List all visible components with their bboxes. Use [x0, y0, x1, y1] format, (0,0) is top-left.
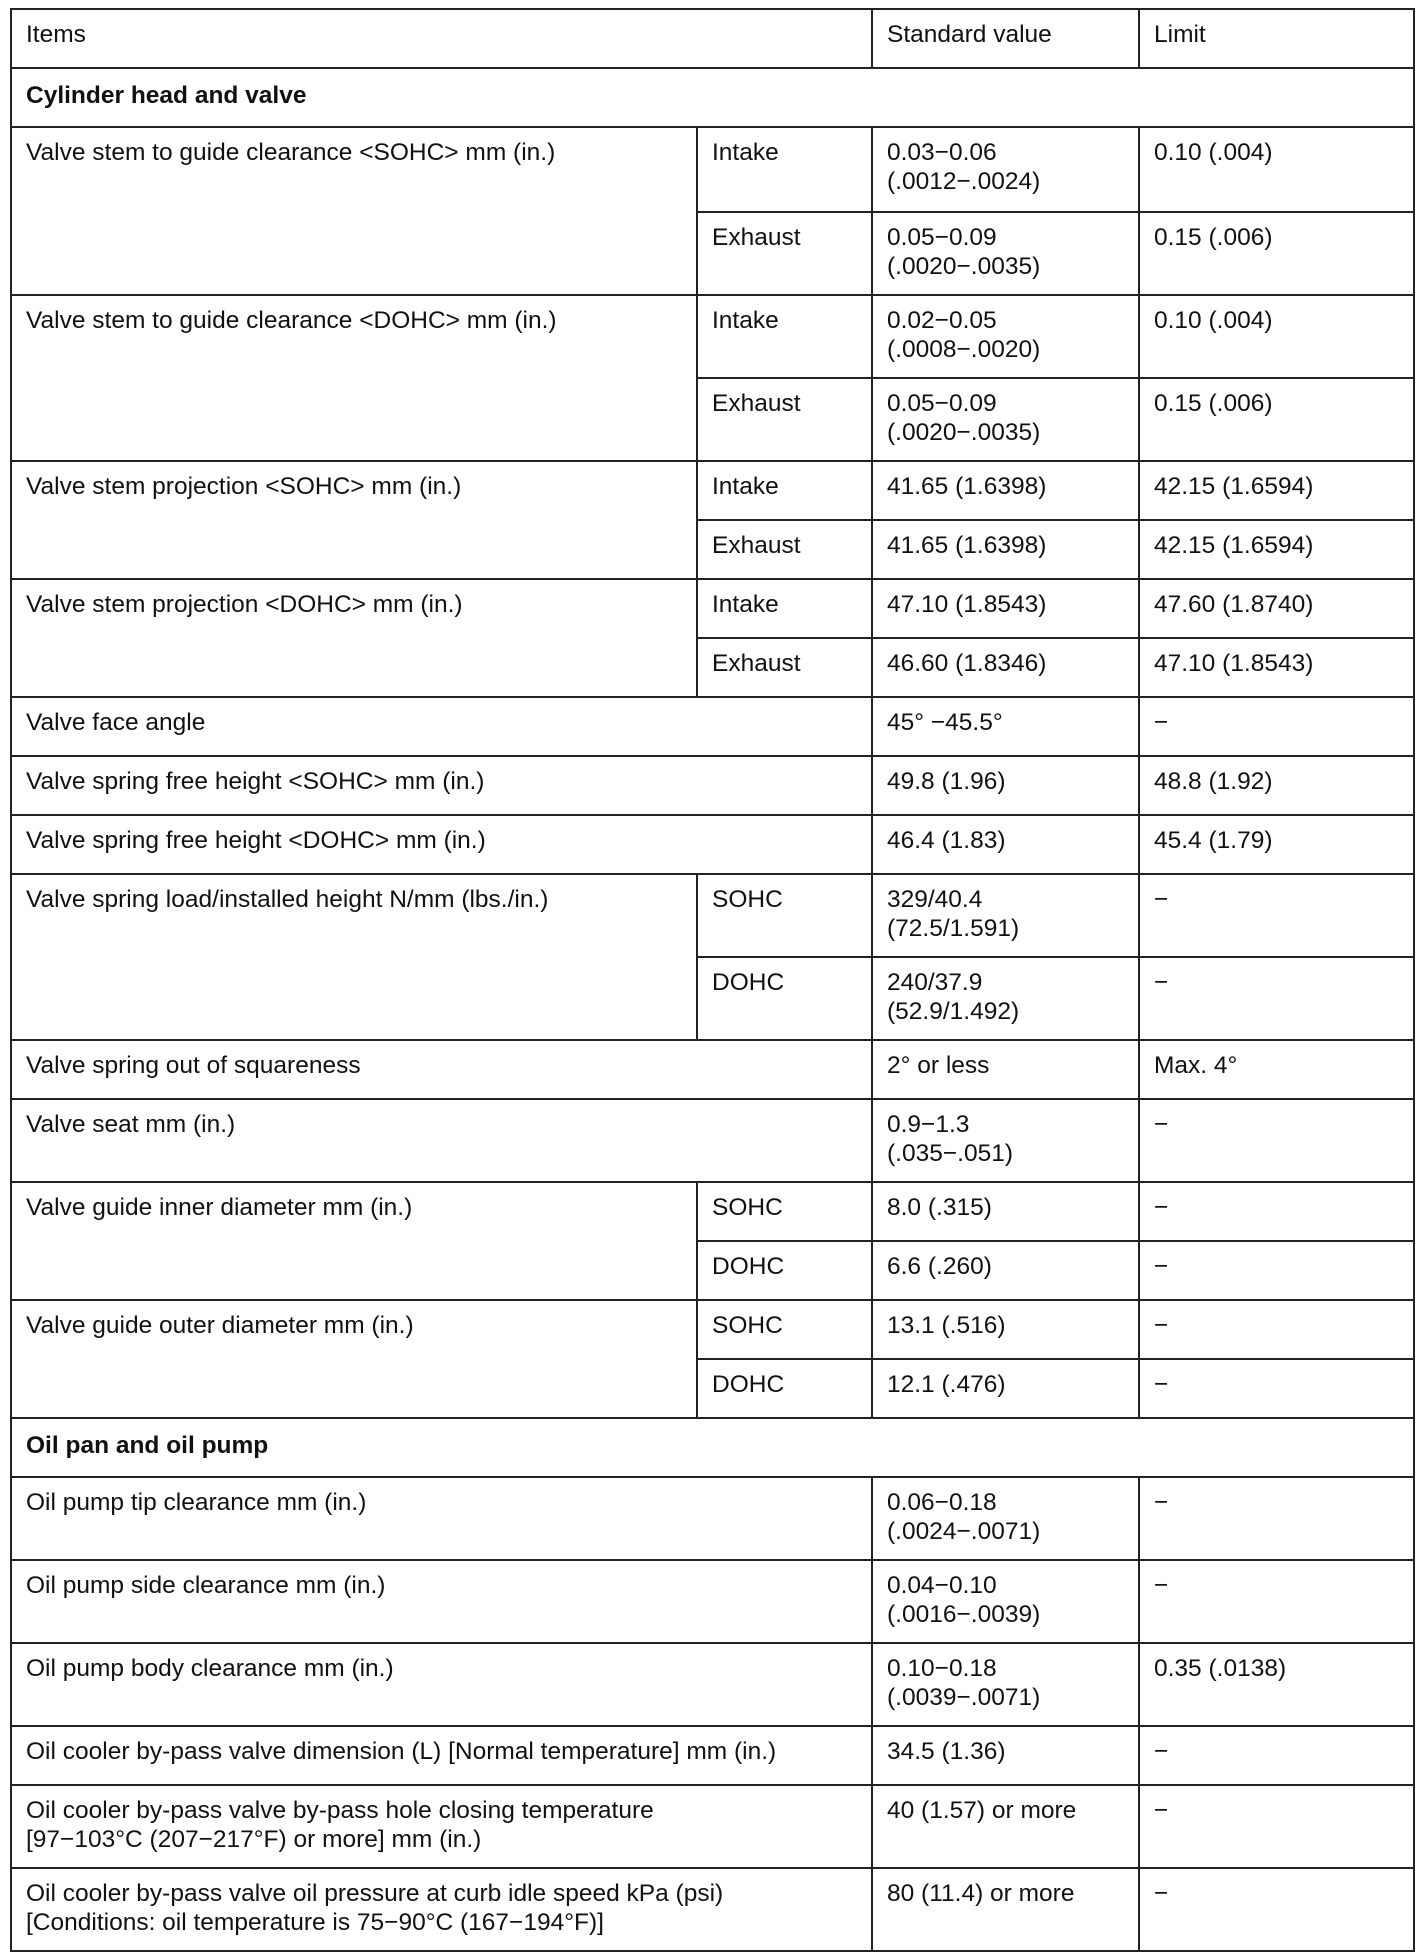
item-label: Oil pump side clearance mm (in.) — [11, 1560, 872, 1643]
limit-value: 0.15 (.006) — [1139, 212, 1414, 295]
standard-value: 0.10−0.18 (.0039−.0071) — [872, 1643, 1139, 1726]
sub-item: DOHC — [697, 1241, 872, 1300]
sub-item: Exhaust — [697, 638, 872, 697]
sub-item: SOHC — [697, 1182, 872, 1241]
standard-value: 329/40.4 (72.5/1.591) — [872, 874, 1139, 957]
sub-item: Exhaust — [697, 378, 872, 461]
sub-item: DOHC — [697, 1359, 872, 1418]
limit-value: 45.4 (1.79) — [1139, 815, 1414, 874]
limit-value: − — [1139, 1477, 1414, 1560]
standard-value: 40 (1.57) or more — [872, 1785, 1139, 1868]
item-label: Valve seat mm (in.) — [11, 1099, 872, 1182]
standard-value: 12.1 (.476) — [872, 1359, 1139, 1418]
table-row — [11, 295, 1414, 378]
limit-value: − — [1139, 1359, 1414, 1418]
standard-value: 2° or less — [872, 1040, 1139, 1099]
table-row — [11, 874, 1414, 957]
item-label: Valve face angle — [11, 697, 872, 756]
limit-value: − — [1139, 1300, 1414, 1359]
standard-value: 49.8 (1.96) — [872, 756, 1139, 815]
item-label: Valve spring free height <DOHC> mm (in.) — [11, 815, 872, 874]
header-limit: Limit — [1139, 9, 1414, 68]
item-label: Oil cooler by-pass valve by-pass hole closing temperature [97−103°C (207−217°F) or more] mm (in.) — [11, 1785, 872, 1868]
table-row — [11, 1040, 1414, 1099]
sub-item: Exhaust — [697, 520, 872, 579]
item-label: Valve guide outer diameter mm (in.) — [11, 1300, 697, 1418]
table-row — [11, 697, 1414, 756]
standard-value: 34.5 (1.36) — [872, 1726, 1139, 1785]
limit-value: − — [1139, 1726, 1414, 1785]
item-label: Valve stem projection <SOHC> mm (in.) — [11, 461, 697, 579]
standard-value: 47.10 (1.8543) — [872, 579, 1139, 638]
limit-value: 48.8 (1.92) — [1139, 756, 1414, 815]
item-label: Valve guide inner diameter mm (in.) — [11, 1182, 697, 1300]
sub-item: Intake — [697, 461, 872, 520]
standard-value: 8.0 (.315) — [872, 1182, 1139, 1241]
limit-value: Max. 4° — [1139, 1040, 1414, 1099]
table-row — [11, 1726, 1414, 1785]
standard-value: 45° −45.5° — [872, 697, 1139, 756]
limit-value: − — [1139, 1182, 1414, 1241]
standard-value: 41.65 (1.6398) — [872, 461, 1139, 520]
limit-value: 0.10 (.004) — [1139, 295, 1414, 378]
item-label: Valve spring free height <SOHC> mm (in.) — [11, 756, 872, 815]
sub-item: Intake — [697, 295, 872, 378]
limit-value: 0.10 (.004) — [1139, 127, 1414, 212]
item-label: Oil pump tip clearance mm (in.) — [11, 1477, 872, 1560]
item-label: Oil cooler by-pass valve dimension (L) [Normal temperature] mm (in.) — [11, 1726, 872, 1785]
limit-value: − — [1139, 1560, 1414, 1643]
table-row — [11, 1099, 1414, 1182]
limit-value: − — [1139, 1099, 1414, 1182]
table-row — [11, 1477, 1414, 1560]
table-row — [11, 1868, 1414, 1951]
standard-value: 41.65 (1.6398) — [872, 520, 1139, 579]
table-row — [11, 756, 1414, 815]
item-label: Valve stem projection <DOHC> mm (in.) — [11, 579, 697, 697]
item-label: Oil cooler by-pass valve oil pressure at curb idle speed kPa (psi) [Conditions: oil temperature is 75−90°C (167−194°F)] — [11, 1868, 872, 1951]
item-label: Valve stem to guide clearance <DOHC> mm (in.) — [11, 295, 697, 461]
header-items: Items — [11, 9, 872, 68]
item-label: Valve stem to guide clearance <SOHC> mm (in.) — [11, 127, 697, 295]
standard-value: 0.06−0.18 (.0024−.0071) — [872, 1477, 1139, 1560]
item-label: Valve spring out of squareness — [11, 1040, 872, 1099]
standard-value: 0.02−0.05 (.0008−.0020) — [872, 295, 1139, 378]
sub-item: Exhaust — [697, 212, 872, 295]
standard-value: 0.9−1.3 (.035−.051) — [872, 1099, 1139, 1182]
section-row — [11, 1418, 1414, 1477]
sub-item: DOHC — [697, 957, 872, 1040]
limit-value: − — [1139, 957, 1414, 1040]
sub-item: SOHC — [697, 1300, 872, 1359]
header-standard-value: Standard value — [872, 9, 1139, 68]
table-row — [11, 1785, 1414, 1868]
standard-value: 240/37.9 (52.9/1.492) — [872, 957, 1139, 1040]
section-title: Oil pan and oil pump — [11, 1418, 1414, 1477]
limit-value: 47.60 (1.8740) — [1139, 579, 1414, 638]
limit-value: 42.15 (1.6594) — [1139, 520, 1414, 579]
sub-item: SOHC — [697, 874, 872, 957]
limit-value: 47.10 (1.8543) — [1139, 638, 1414, 697]
limit-value: − — [1139, 1868, 1414, 1951]
section-row — [11, 68, 1414, 127]
table-row — [11, 1300, 1414, 1359]
limit-value: − — [1139, 1785, 1414, 1868]
specifications-table — [10, 8, 1415, 1952]
standard-value: 13.1 (.516) — [872, 1300, 1139, 1359]
standard-value: 0.05−0.09 (.0020−.0035) — [872, 212, 1139, 295]
limit-value: − — [1139, 874, 1414, 957]
table-row — [11, 1643, 1414, 1726]
table-row — [11, 127, 1414, 212]
item-label: Valve spring load/installed height N/mm (lbs./in.) — [11, 874, 697, 1040]
table-row — [11, 579, 1414, 638]
standard-value: 0.03−0.06 (.0012−.0024) — [872, 127, 1139, 212]
table-row — [11, 461, 1414, 520]
item-label: Oil pump body clearance mm (in.) — [11, 1643, 872, 1726]
sub-item: Intake — [697, 579, 872, 638]
limit-value: − — [1139, 697, 1414, 756]
standard-value: 0.05−0.09 (.0020−.0035) — [872, 378, 1139, 461]
table-row — [11, 815, 1414, 874]
standard-value: 80 (11.4) or more — [872, 1868, 1139, 1951]
sub-item: Intake — [697, 127, 872, 212]
limit-value: 0.35 (.0138) — [1139, 1643, 1414, 1726]
standard-value: 0.04−0.10 (.0016−.0039) — [872, 1560, 1139, 1643]
limit-value: 0.15 (.006) — [1139, 378, 1414, 461]
limit-value: − — [1139, 1241, 1414, 1300]
section-title: Cylinder head and valve — [11, 68, 1414, 127]
standard-value: 46.4 (1.83) — [872, 815, 1139, 874]
header-row — [11, 9, 1414, 68]
standard-value: 46.60 (1.8346) — [872, 638, 1139, 697]
limit-value: 42.15 (1.6594) — [1139, 461, 1414, 520]
standard-value: 6.6 (.260) — [872, 1241, 1139, 1300]
table-row — [11, 1560, 1414, 1643]
table-row — [11, 1182, 1414, 1241]
